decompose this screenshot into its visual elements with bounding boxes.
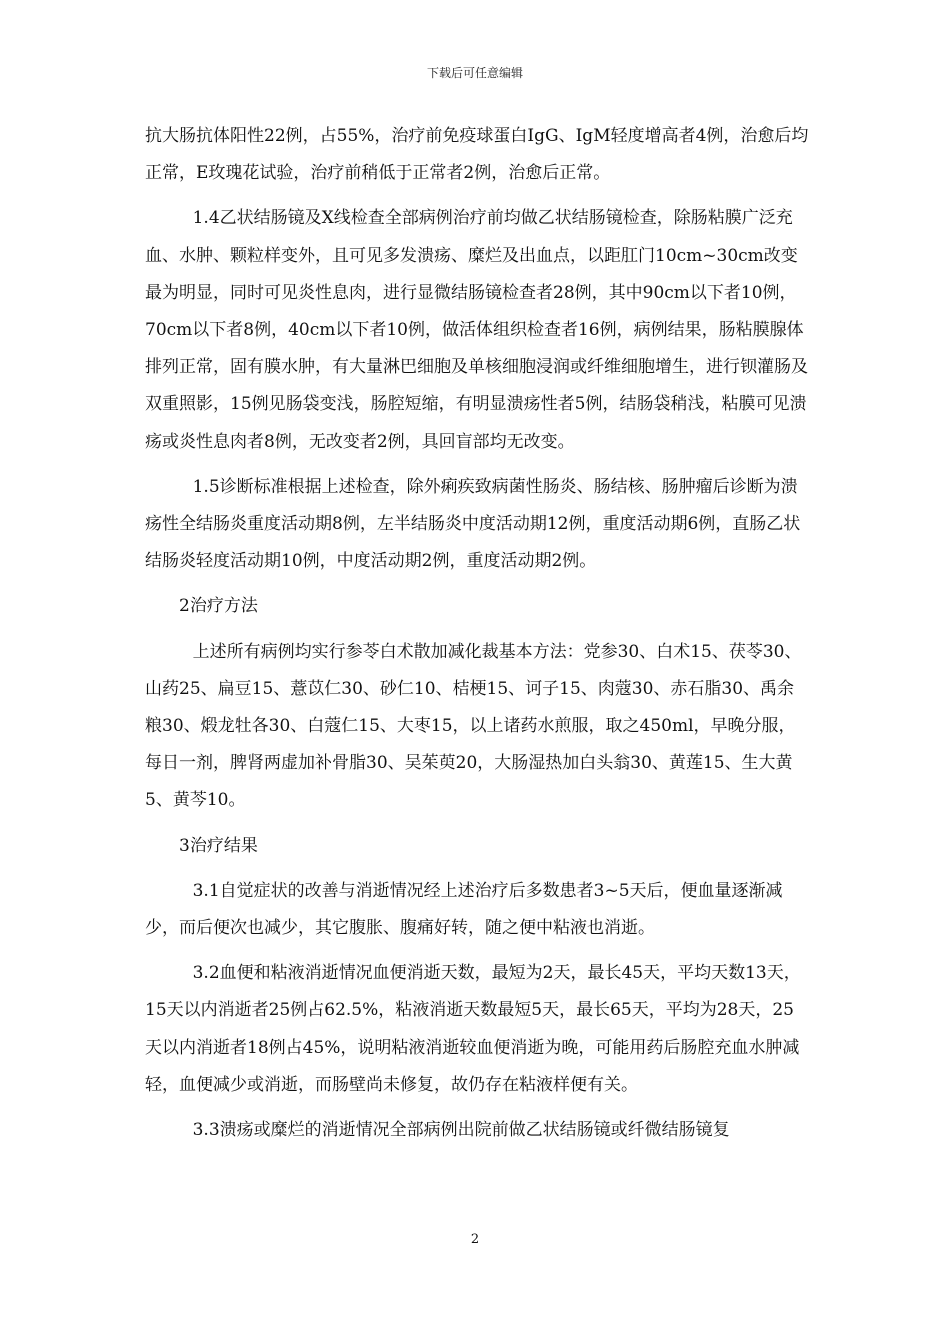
page-header: 下载后可任意编辑 (426, 66, 523, 80)
paragraph: 抗大肠抗体阳性22例，占55%，治疗前免疫球蛋白IgG、IgM轻度增高者4例，治愈后均正常，E玫瑰花试验，治疗前稍低于正常者2例，治愈后正常。 (145, 126, 809, 184)
paragraph: 3.3溃疡或糜烂的消逝情况全部病例出院前做乙状结肠镜或纤微结肠镜复 (192, 1120, 730, 1141)
paragraph: 上述所有病例均实行参苓白术散加减化裁基本方法：党参30、白术15、茯苓30、山药25、扁豆15、薏苡仁30、砂仁10、桔梗15、诃子15、肉蔻30、赤石脂30、禹余粮30、煅龙牡各30、白蔻仁15、大枣15，以上诸药水煎服，取之450ml，早晚分服，每日一剂，脾肾两虚加补骨脂30、吴茱萸20，大肠湿热加白头翁30、黄莲15、生大黄5、黄芩10。 (145, 641, 802, 811)
page-number: 2 (470, 1232, 480, 1247)
section-heading: 2治疗方法 (179, 596, 258, 617)
section-heading: 3治疗结果 (179, 835, 258, 856)
document-body (145, 118, 809, 1157)
paragraph: 3.1自觉症状的改善与消逝情况经上述治疗后多数患者3~5天后，便血量逐渐减少，而后便次也减少，其它腹胀、腹痛好转，随之便中粘液也消逝。 (145, 880, 783, 939)
paragraph: 1.4乙状结肠镜及X线检查全部病例治疗前均做乙状结肠镜检查，除肠粘膜广泛充血、水肿、颗粒样变外，且可见多发溃疡、糜烂及出血点，以距肛门10cm~30cm改变最为明显，同时可见炎性息肉，进行显微结肠镜检查者28例，其中90cm以下者10例，70cm以下者8例，40cm以下者10例，做活体组织检查者16例，病例结果，肠粘膜腺体排列正常，固有膜水肿，有大量淋巴细胞及单核细胞浸润或纤维细胞增生，进行钡灌肠及双重照影，15例见肠袋变浅，肠腔短缩，有明显溃疡性者5例，结肠袋稍浅，粘膜可见溃疡或炎性息肉者8例，无改变者2例，具回盲部均无改变。 (145, 208, 808, 452)
paragraph: 1.5诊断标准根据上述检查，除外痢疾致病菌性肠炎、肠结核、肠肿瘤后诊断为溃疡性全结肠炎重度活动期8例，左半结肠炎中度活动期12例，重度活动期6例，直肠乙状结肠炎轻度活动期10例，中度活动期2例，重度活动期2例。 (145, 476, 801, 572)
paragraph: 3.2血便和粘液消逝情况血便消逝天数，最短为2天，最长45天，平均天数13天，15天以内消逝者25例占62.5%，粘液消逝天数最短5天，最长65天，平均为28天，25天以内消逝者18例占45%，说明粘液消逝较血便消逝为晚，可能用药后肠腔充血水肿减轻，血便减少或消逝，而肠壁尚未修复，故仍存在粘液样便有关。 (145, 963, 801, 1095)
